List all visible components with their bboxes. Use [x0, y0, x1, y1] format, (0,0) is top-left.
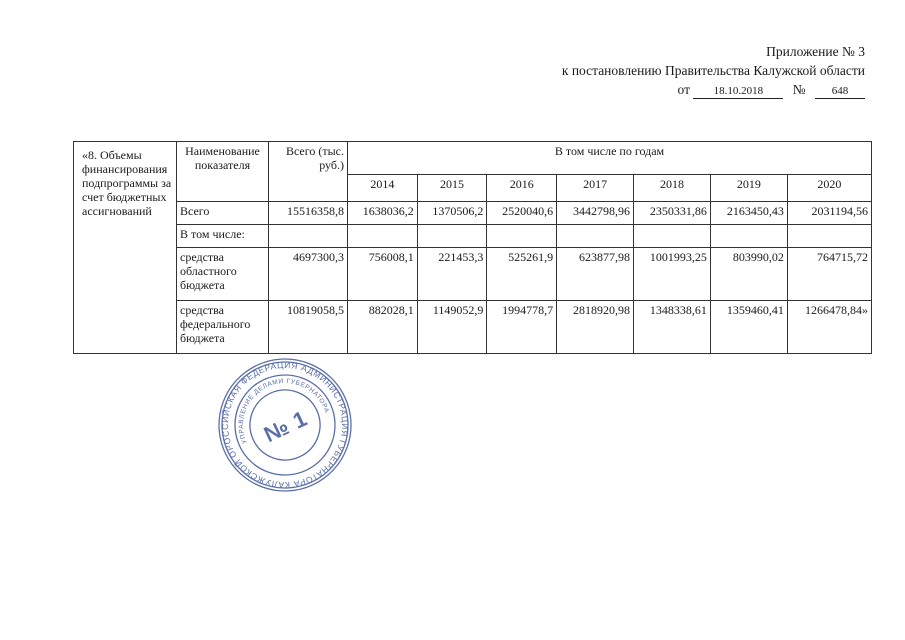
row-value: 525261,9: [487, 248, 557, 301]
number-sign: №: [792, 82, 806, 97]
from-label: от: [677, 82, 690, 97]
year-header: 2019: [710, 175, 787, 202]
col-header-name: Наименование показателя: [177, 142, 269, 202]
row-value: 803990,02: [710, 248, 787, 301]
row-value: 2031194,56: [787, 202, 871, 225]
row-value: 2350331,86: [634, 202, 711, 225]
section-title: «8. Объемы финансирования подпрограммы за счет бюджетных ассигнований: [74, 142, 177, 354]
row-value: 3442798,96: [557, 202, 634, 225]
row-value: 2818920,98: [557, 301, 634, 354]
year-header: 2014: [348, 175, 418, 202]
row-value: 2163450,43: [710, 202, 787, 225]
empty-cell: [787, 225, 871, 248]
empty-cell: [348, 225, 418, 248]
table-header-row: [74, 142, 872, 175]
year-header: 2015: [417, 175, 487, 202]
appendix-date-line: [562, 80, 865, 99]
row-label: Всего: [177, 202, 269, 225]
official-seal: [215, 355, 355, 495]
row-total: 15516358,8: [269, 202, 348, 225]
row-value: 1994778,7: [487, 301, 557, 354]
financing-table: [73, 141, 872, 354]
table-row: [74, 301, 872, 354]
empty-cell: [269, 225, 348, 248]
row-label: В том числе:: [177, 225, 269, 248]
row-value: 1348338,61: [634, 301, 711, 354]
row-value: 1359460,41: [710, 301, 787, 354]
resolution-date: 18.10.2018: [693, 84, 783, 99]
year-header: 2020: [787, 175, 871, 202]
row-value: 1638036,2: [348, 202, 418, 225]
row-label: средства федерального бюджета: [177, 301, 269, 354]
year-header: 2016: [487, 175, 557, 202]
appendix-header: [562, 42, 865, 99]
table-row: [74, 202, 872, 225]
table-row: [74, 225, 872, 248]
seal-number: № 1: [260, 405, 312, 448]
table-row: [74, 248, 872, 301]
seal-outer-text: РОССИЙСКАЯ ФЕДЕРАЦИЯ АДМИНИСТРАЦИЯ ГУБЕРНАТОРА КАЛУЖСКОЙ ОБЛАСТИ: [219, 359, 351, 491]
row-total: 4697300,3: [269, 248, 348, 301]
empty-cell: [634, 225, 711, 248]
row-value: 882028,1: [348, 301, 418, 354]
year-header: 2017: [557, 175, 634, 202]
seal-graphic: [215, 355, 355, 495]
row-value: 1149052,9: [417, 301, 487, 354]
empty-cell: [417, 225, 487, 248]
appendix-resolution: к постановлению Правительства Калужской области: [561, 63, 865, 78]
row-value: 2520040,6: [487, 202, 557, 225]
resolution-number: 648: [815, 84, 865, 99]
row-value: 623877,98: [557, 248, 634, 301]
row-value: 1266478,84»: [787, 301, 871, 354]
year-header: 2018: [634, 175, 711, 202]
row-total: 10819058,5: [269, 301, 348, 354]
row-value: 221453,3: [417, 248, 487, 301]
col-header-years-group: В том числе по годам: [348, 142, 872, 175]
empty-cell: [710, 225, 787, 248]
appendix-title: Приложение № 3: [766, 44, 865, 59]
row-value: 756008,1: [348, 248, 418, 301]
empty-cell: [557, 225, 634, 248]
row-label: средства областного бюджета: [177, 248, 269, 301]
row-value: 1001993,25: [634, 248, 711, 301]
row-value: 764715,72: [787, 248, 871, 301]
col-header-total: Всего (тыс. руб.): [269, 142, 348, 202]
empty-cell: [487, 225, 557, 248]
seal-inner-text: УПРАВЛЕНИЕ ДЕЛАМИ ГУБЕРНАТОРА: [237, 377, 331, 445]
row-value: 1370506,2: [417, 202, 487, 225]
